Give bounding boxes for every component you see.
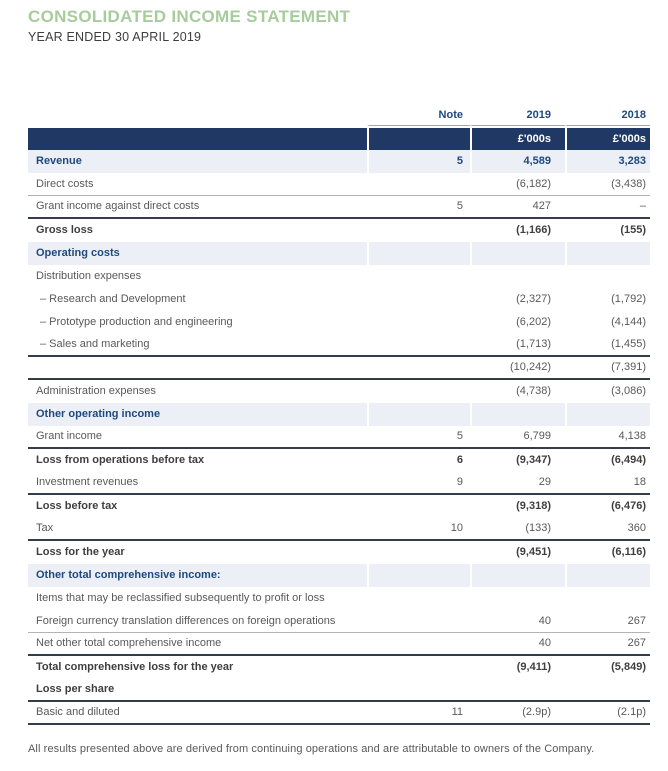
row-label: Revenue xyxy=(28,150,367,173)
row-value-2019: (10,242) xyxy=(510,361,551,374)
row-value-2018: (5,849) xyxy=(611,661,646,674)
row-label: – Research and Development xyxy=(40,293,186,306)
row-note xyxy=(367,541,470,564)
row-value-2018 xyxy=(565,403,650,426)
row-value-2018: (2.1p) xyxy=(617,706,646,719)
row-label: Net other total comprehensive income xyxy=(36,637,222,650)
table-row xyxy=(28,541,650,564)
row-note: 11 xyxy=(451,706,463,719)
header-note: Note xyxy=(367,106,470,126)
row-value-2018: 4,138 xyxy=(618,430,646,443)
row-value-2018: (6,476) xyxy=(611,500,646,513)
row-label: Basic and diluted xyxy=(36,706,120,719)
row-note xyxy=(367,564,470,587)
row-label: Grant income xyxy=(36,430,103,443)
row-value-2018: 267 xyxy=(627,614,646,627)
table-row xyxy=(28,472,650,495)
row-value-2019: (2,327) xyxy=(516,293,551,306)
row-note xyxy=(367,311,470,334)
row-value-2018: 3,283 xyxy=(565,150,650,173)
row-note xyxy=(367,633,470,654)
row-value-2019 xyxy=(470,679,565,700)
row-value-2018: (3,086) xyxy=(611,385,646,398)
row-value-2019: (9,411) xyxy=(516,661,551,674)
row-value-2019: (9,451) xyxy=(516,546,551,559)
row-value-2018: (155) xyxy=(620,224,646,237)
row-value-2019: (1,713) xyxy=(516,338,551,351)
row-label: Administration expenses xyxy=(36,385,156,398)
row-label: Investment revenues xyxy=(36,476,139,489)
table-row xyxy=(28,311,650,334)
row-note xyxy=(367,288,470,311)
header-year-2019: 2019 xyxy=(470,106,565,126)
row-value-2018: 18 xyxy=(633,476,646,489)
row-value-2018 xyxy=(565,265,650,288)
row-label: – Sales and marketing xyxy=(40,338,150,351)
table-row xyxy=(28,610,650,633)
row-label: Loss per share xyxy=(36,683,115,696)
table-row xyxy=(28,656,650,679)
row-note xyxy=(367,265,470,288)
row-label: Total comprehensive loss for the year xyxy=(36,661,234,674)
table-body xyxy=(28,150,650,725)
row-note xyxy=(367,610,470,632)
row-note: 9 xyxy=(456,476,463,489)
units-label-blank xyxy=(28,128,367,150)
row-value-2019: (6,182) xyxy=(516,177,551,190)
row-value-2018: 360 xyxy=(627,522,646,535)
table-row xyxy=(28,150,650,173)
row-value-2019: (9,318) xyxy=(516,500,551,513)
row-value-2019: 40 xyxy=(538,614,551,627)
row-value-2018: (3,438) xyxy=(611,177,646,190)
row-note: 5 xyxy=(367,150,470,173)
row-label: – Prototype production and engineering xyxy=(40,316,233,329)
row-note xyxy=(367,242,470,265)
table-row xyxy=(28,334,650,357)
page-title: CONSOLIDATED INCOME STATEMENT xyxy=(28,7,351,26)
row-note xyxy=(367,219,470,242)
row-value-2019 xyxy=(470,242,565,265)
table-row xyxy=(28,380,650,403)
table-row xyxy=(28,679,650,702)
table-row xyxy=(28,173,650,196)
units-2019: £'000s xyxy=(470,128,565,150)
row-label: Tax xyxy=(36,522,54,535)
table-row xyxy=(28,403,650,426)
row-note xyxy=(367,334,470,355)
row-label: Items that may be reclassified subsequently to profit or loss xyxy=(36,592,325,605)
row-value-2018: (1,792) xyxy=(611,293,646,306)
row-label xyxy=(28,357,367,378)
row-label: Loss for the year xyxy=(36,546,125,559)
row-value-2018: (1,455) xyxy=(611,338,646,351)
row-value-2019: 6,799 xyxy=(523,430,551,443)
row-label: Distribution expenses xyxy=(36,270,142,283)
table-row xyxy=(28,587,650,610)
row-value-2018: (7,391) xyxy=(611,361,646,374)
row-value-2019: 4,589 xyxy=(470,150,565,173)
row-value-2019: (4,738) xyxy=(516,385,551,398)
row-label: Other total comprehensive income: xyxy=(28,564,367,587)
row-note xyxy=(367,380,470,403)
row-value-2019: (133) xyxy=(525,522,551,535)
table-row xyxy=(28,495,650,518)
row-label: Direct costs xyxy=(36,177,94,190)
row-label: Operating costs xyxy=(28,242,367,265)
footnote: All results presented above are derived from continuing operations and are attributable to owners of the Company. xyxy=(28,742,595,755)
row-value-2019: 29 xyxy=(538,476,551,489)
row-value-2018: 267 xyxy=(627,637,646,650)
row-value-2018 xyxy=(565,679,650,700)
table-row xyxy=(28,426,650,449)
table-row xyxy=(28,518,650,541)
row-value-2019 xyxy=(470,403,565,426)
table-row xyxy=(28,265,650,288)
row-value-2018 xyxy=(565,242,650,265)
row-note xyxy=(367,656,470,679)
table-row xyxy=(28,219,650,242)
row-note xyxy=(367,587,470,610)
row-note: 5 xyxy=(456,200,463,213)
page-subtitle: YEAR ENDED 30 APRIL 2019 xyxy=(28,29,202,44)
row-label: Loss from operations before tax xyxy=(36,454,205,467)
row-value-2018: (4,144) xyxy=(611,316,646,329)
row-label: Grant income against direct costs xyxy=(36,200,200,213)
row-value-2019 xyxy=(470,587,565,610)
table-header-row xyxy=(28,106,650,126)
row-label: Loss before tax xyxy=(36,500,118,513)
table-row xyxy=(28,357,650,380)
row-value-2019: (9,347) xyxy=(516,454,551,467)
header-year-2018: 2018 xyxy=(565,106,650,126)
row-label: Foreign currency translation differences on foreign operations xyxy=(36,614,336,627)
units-2018: £'000s xyxy=(565,128,650,150)
row-label: Gross loss xyxy=(36,224,93,237)
row-value-2018: (6,116) xyxy=(611,546,646,559)
units-note-blank xyxy=(367,128,470,150)
table-row xyxy=(28,242,650,265)
row-note xyxy=(367,357,470,378)
row-value-2019 xyxy=(470,265,565,288)
table-row xyxy=(28,196,650,219)
row-note: 6 xyxy=(456,454,463,467)
table-row xyxy=(28,564,650,587)
row-note xyxy=(367,403,470,426)
row-value-2018: (6,494) xyxy=(611,454,646,467)
row-value-2019: 40 xyxy=(538,637,551,650)
row-note xyxy=(367,495,470,518)
table-row xyxy=(28,702,650,725)
table-row xyxy=(28,449,650,472)
row-label: Other operating income xyxy=(28,403,367,426)
header-label-blank xyxy=(28,106,367,126)
row-note: 10 xyxy=(450,522,463,535)
row-value-2018: – xyxy=(639,200,646,213)
row-note: 5 xyxy=(456,430,463,443)
row-value-2018 xyxy=(565,587,650,610)
table-row xyxy=(28,633,650,656)
row-value-2019: 427 xyxy=(532,200,551,213)
row-value-2019: (2.9p) xyxy=(522,706,551,719)
income-statement-table xyxy=(28,106,650,725)
row-note xyxy=(367,679,470,700)
row-value-2019 xyxy=(470,564,565,587)
row-value-2018 xyxy=(565,564,650,587)
table-row xyxy=(28,288,650,311)
row-value-2019: (6,202) xyxy=(516,316,551,329)
units-bar xyxy=(28,128,650,150)
row-value-2019: (1,166) xyxy=(516,224,551,237)
row-note xyxy=(367,173,470,195)
